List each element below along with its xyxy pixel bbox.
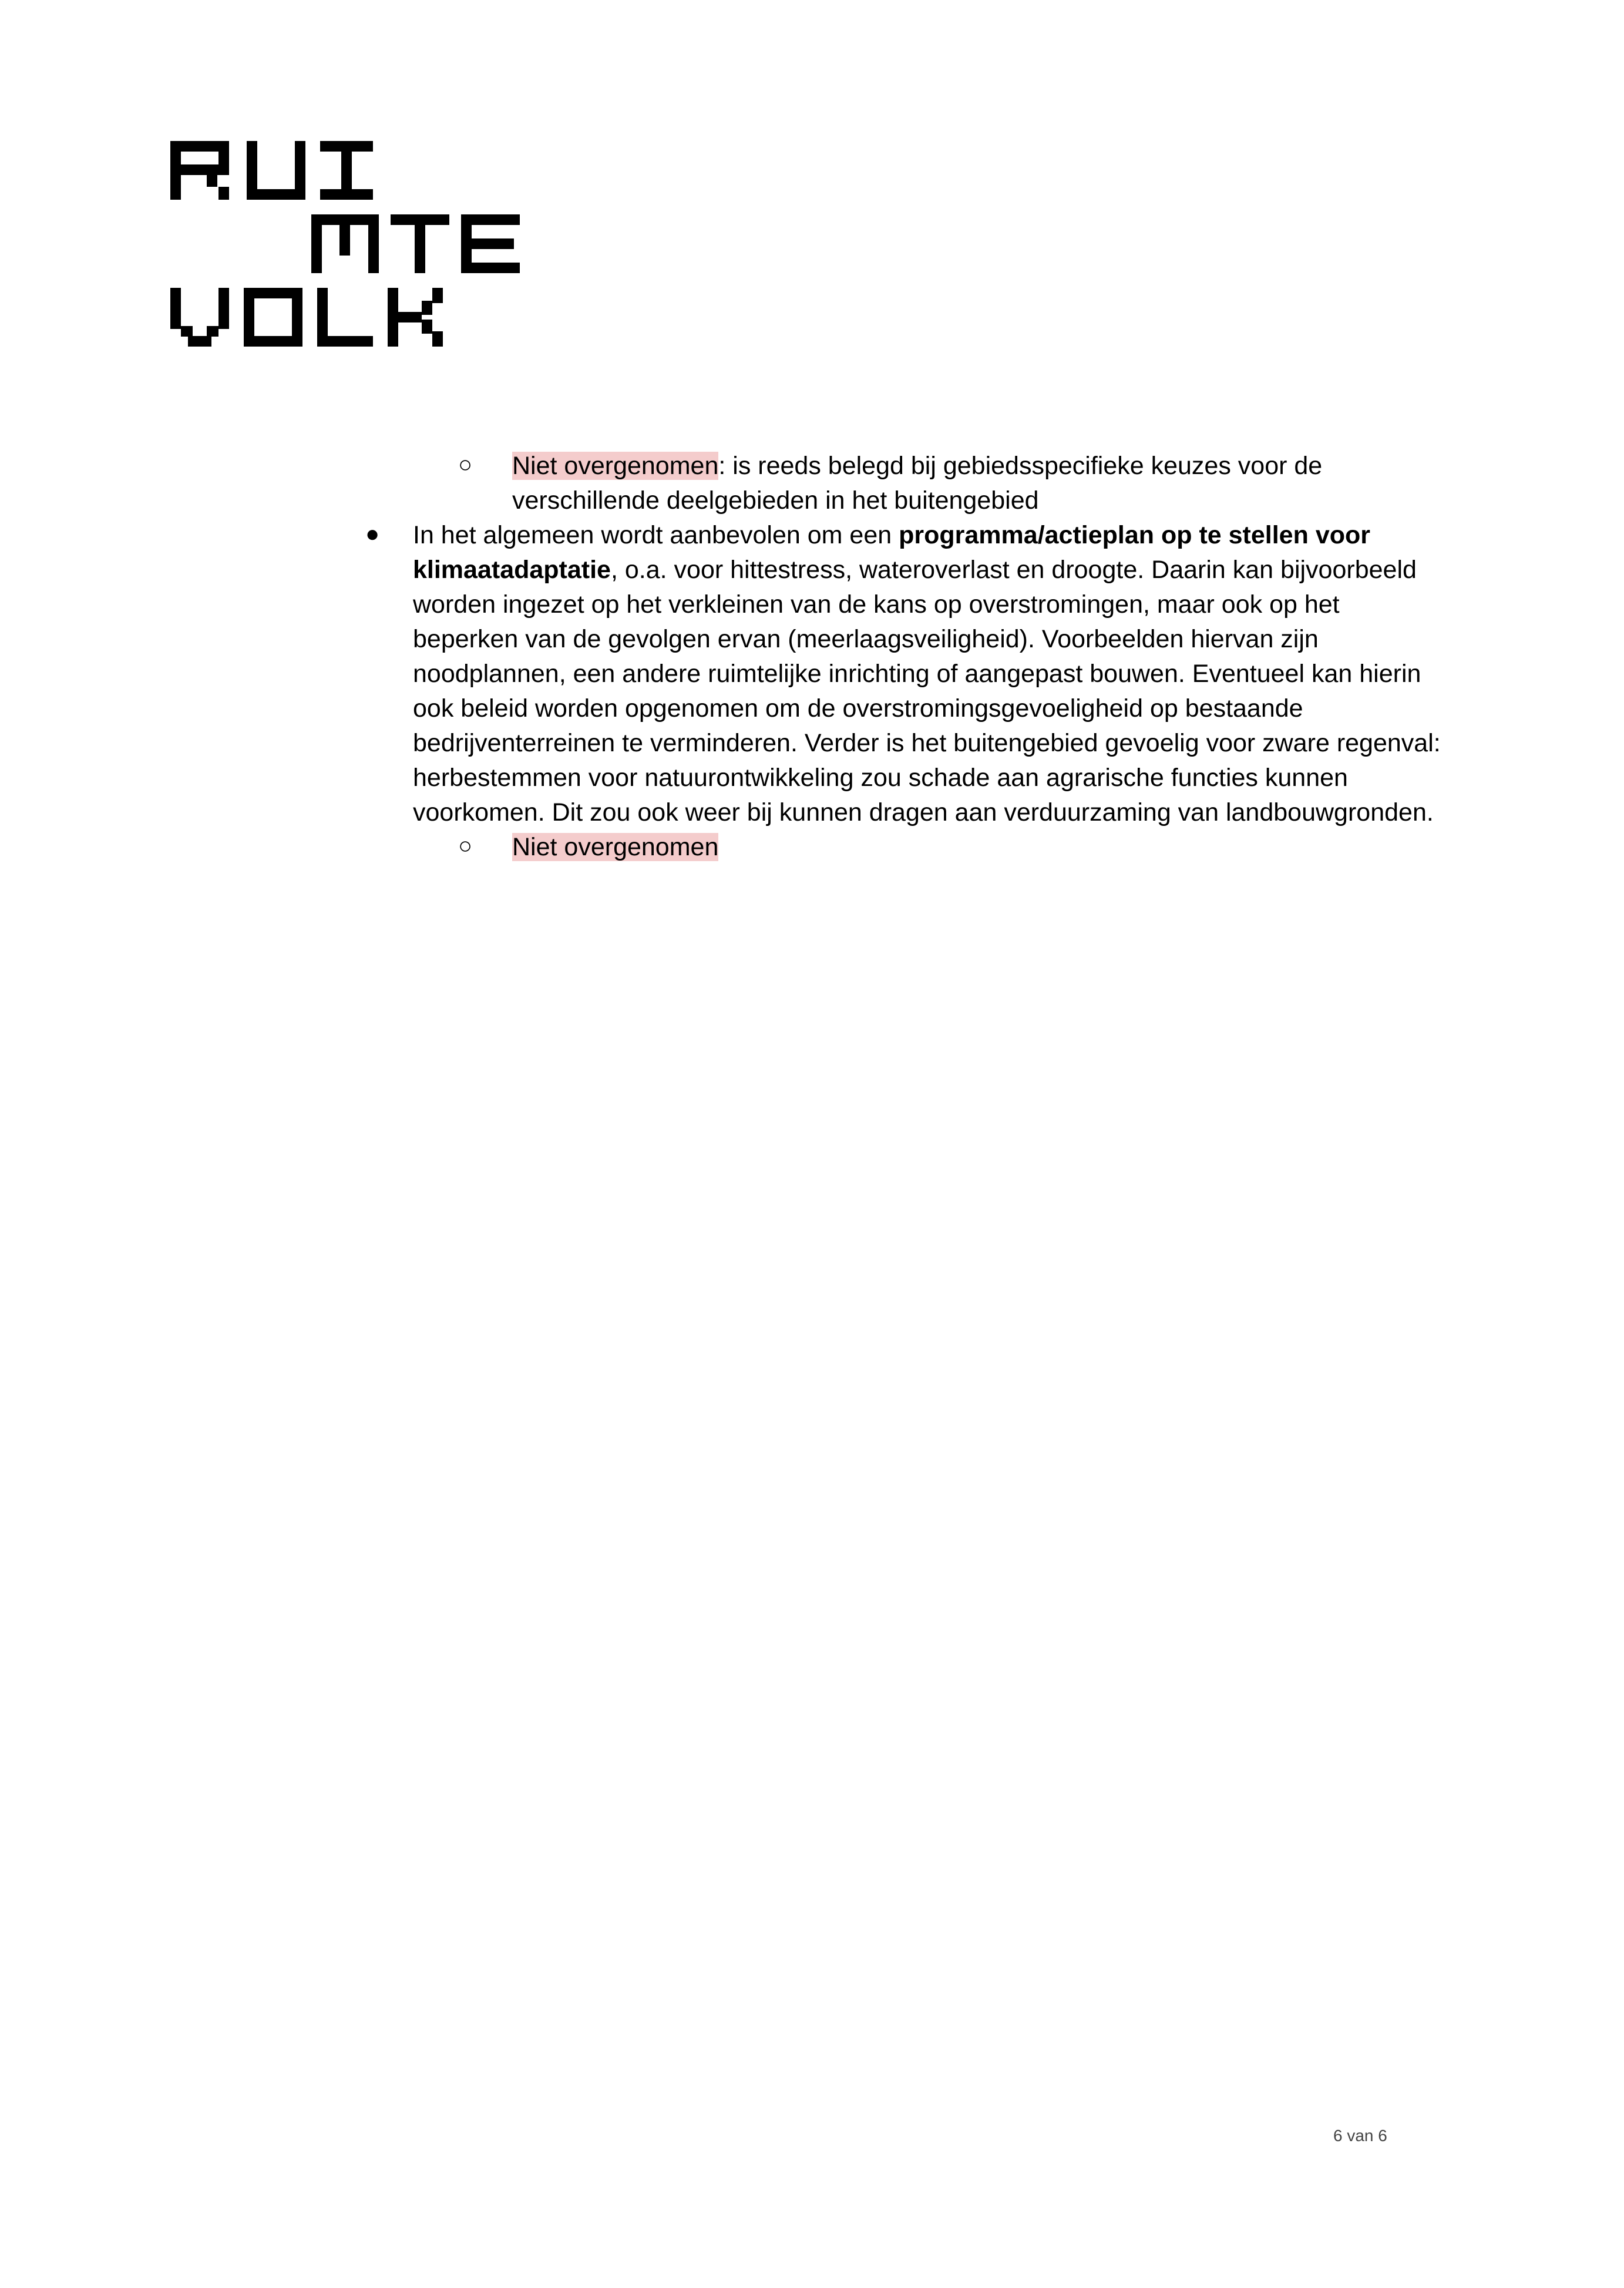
main-item-line-2 (413, 553, 1417, 587)
status-highlight: Niet overgenomen (512, 833, 719, 861)
sub-bullet-marker: ○ (458, 833, 473, 859)
main-line-1-bold: programma/actieplan op te stellen voor (899, 521, 1370, 549)
sub-item-1-text: : is reeds belegd bij gebiedsspecifieke keuzes voor de (718, 452, 1323, 480)
main-item-line-5: noodplannen, een andere ruimtelijke inrichting of aangepast bouwen. Eventueel kan hierin (413, 660, 1421, 688)
sub-bullet-marker: ○ (458, 452, 473, 478)
sub-item-1-line-2: verschillende deelgebieden in het buitengebied (512, 486, 1039, 515)
main-item-line-4: beperken van de gevolgen ervan (meerlaagsveiligheid). Voorbeelden hiervan zijn (413, 625, 1319, 653)
main-item-line-8: herbestemmen voor natuurontwikkeling zou schade aan agrarische functies kunnen (413, 764, 1348, 792)
status-highlight: Niet overgenomen (512, 452, 719, 480)
main-line-2-bold: klimaatadaptatie (413, 556, 611, 584)
page-number: 6 van 6 (1333, 2126, 1387, 2145)
main-line-1-plain: In het algemeen wordt aanbevolen om een (413, 521, 899, 549)
sub-item-1-line-1 (512, 449, 1322, 483)
main-item-line-1 (413, 518, 1370, 553)
logo-graphic (170, 141, 523, 352)
main-bullet-marker: ● (365, 521, 380, 547)
main-item-line-7: bedrijventerreinen te verminderen. Verder is het buitengebied gevoelig voor zware regenval: (413, 729, 1441, 757)
main-item-line-3: worden ingezet op het verkleinen van de kans op overstromingen, maar ook op het (413, 590, 1340, 619)
main-line-2-plain: , o.a. voor hittestress, wateroverlast en droogte. Daarin kan bijvoorbeeld (610, 556, 1417, 584)
main-item-line-9: voorkomen. Dit zou ook weer bij kunnen dragen aan verduurzaming van landbouwgronden. (413, 798, 1434, 826)
ruimtevolk-logo (170, 141, 523, 352)
main-item-line-6: ook beleid worden opgenomen om de overstromingsgevoeligheid op bestaande (413, 694, 1303, 723)
sub-item-2-line-1 (512, 830, 718, 865)
